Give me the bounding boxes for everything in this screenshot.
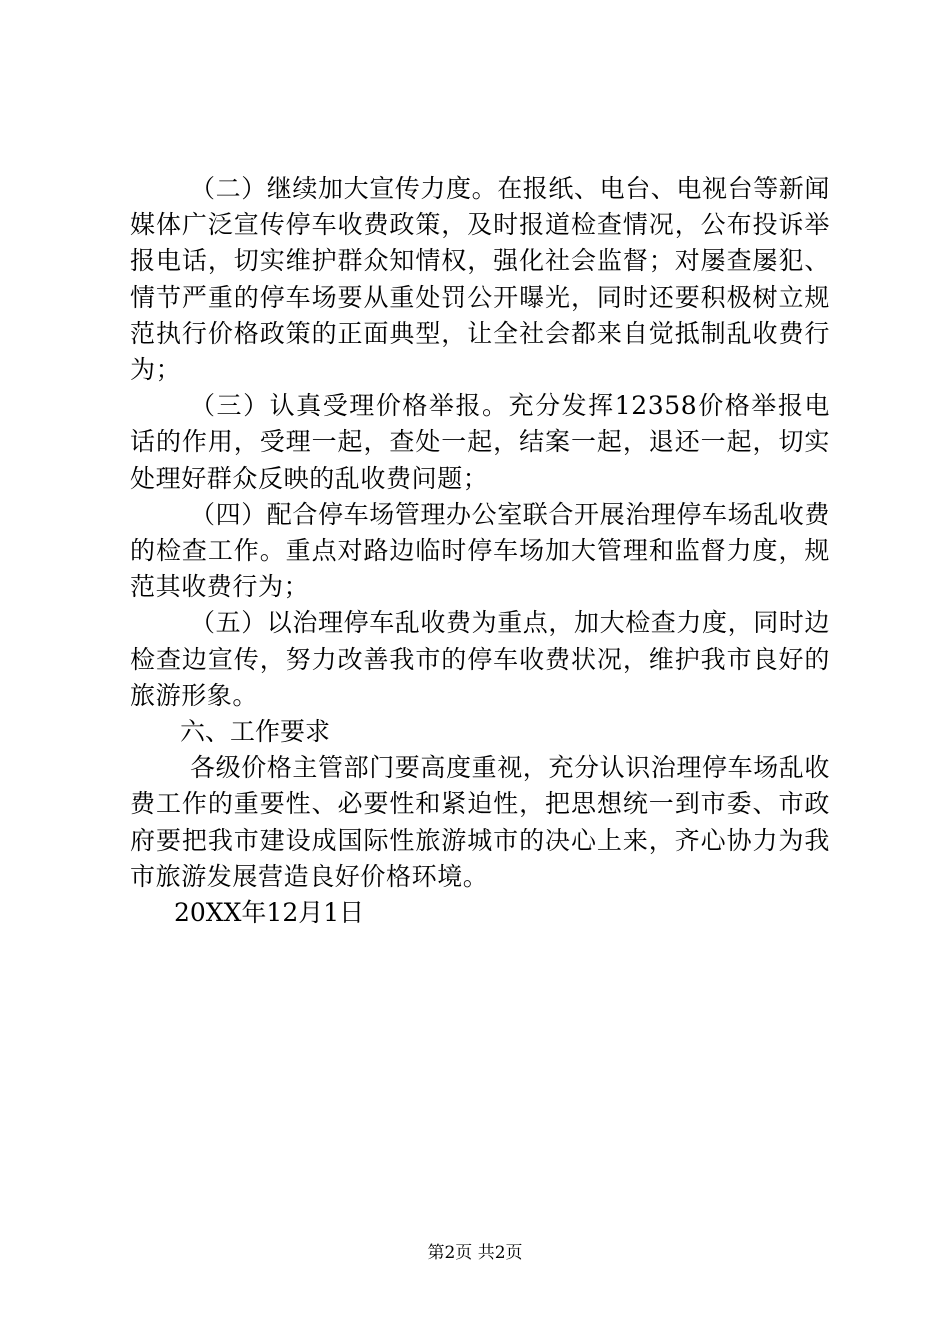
page-footer: 第2页 共2页 (427, 1243, 523, 1263)
document-date: 20XX年12月1日 (174, 898, 365, 928)
section-heading: 六、工作要求 (180, 717, 331, 747)
paragraph-joint-inspection: （四）配合停车场管理办公室联合开展治理停车场乱收费的检查工作。重点对路边临时停车场加大管理和监督力度，规范其收费行为； (130, 499, 831, 602)
paragraph-price-report: （三）认真受理价格举报。充分发挥12358价格举报电话的作用，受理一起，查处一起，结案一起，退还一起，切实处理好群众反映的乱收费问题； (130, 391, 830, 493)
paragraph-key-focus: （五）以治理停车乱收费为重点，加大检查力度，同时边检查边宣传，努力改善我市的停车收费状况，维护我市良好的旅游形象。 (130, 608, 831, 710)
paragraph-publicity: （二）继续加大宣传力度。在报纸、电台、电视台等新闻媒体广泛宣传停车收费政策，及时报道检查情况，公布投诉举报电话，切实维护群众知情权，强化社会监督；对屡查屡犯、情节严重的停车场要从重处罚公开曝光，同时还要积极树立规范执行价格政策的正面典型，让全社会都来自觉抵制乱收费行为； (130, 174, 831, 385)
document-body (130, 171, 830, 931)
paragraph-requirements: 各级价格主管部门要高度重视，充分认识治理停车场乱收费工作的重要性、必要性和紧迫性，把思想统一到市委、市政府要把我市建设成国际性旅游城市的决心上来，齐心协力为我市旅游发展营造良好价格环境。 (130, 753, 831, 891)
